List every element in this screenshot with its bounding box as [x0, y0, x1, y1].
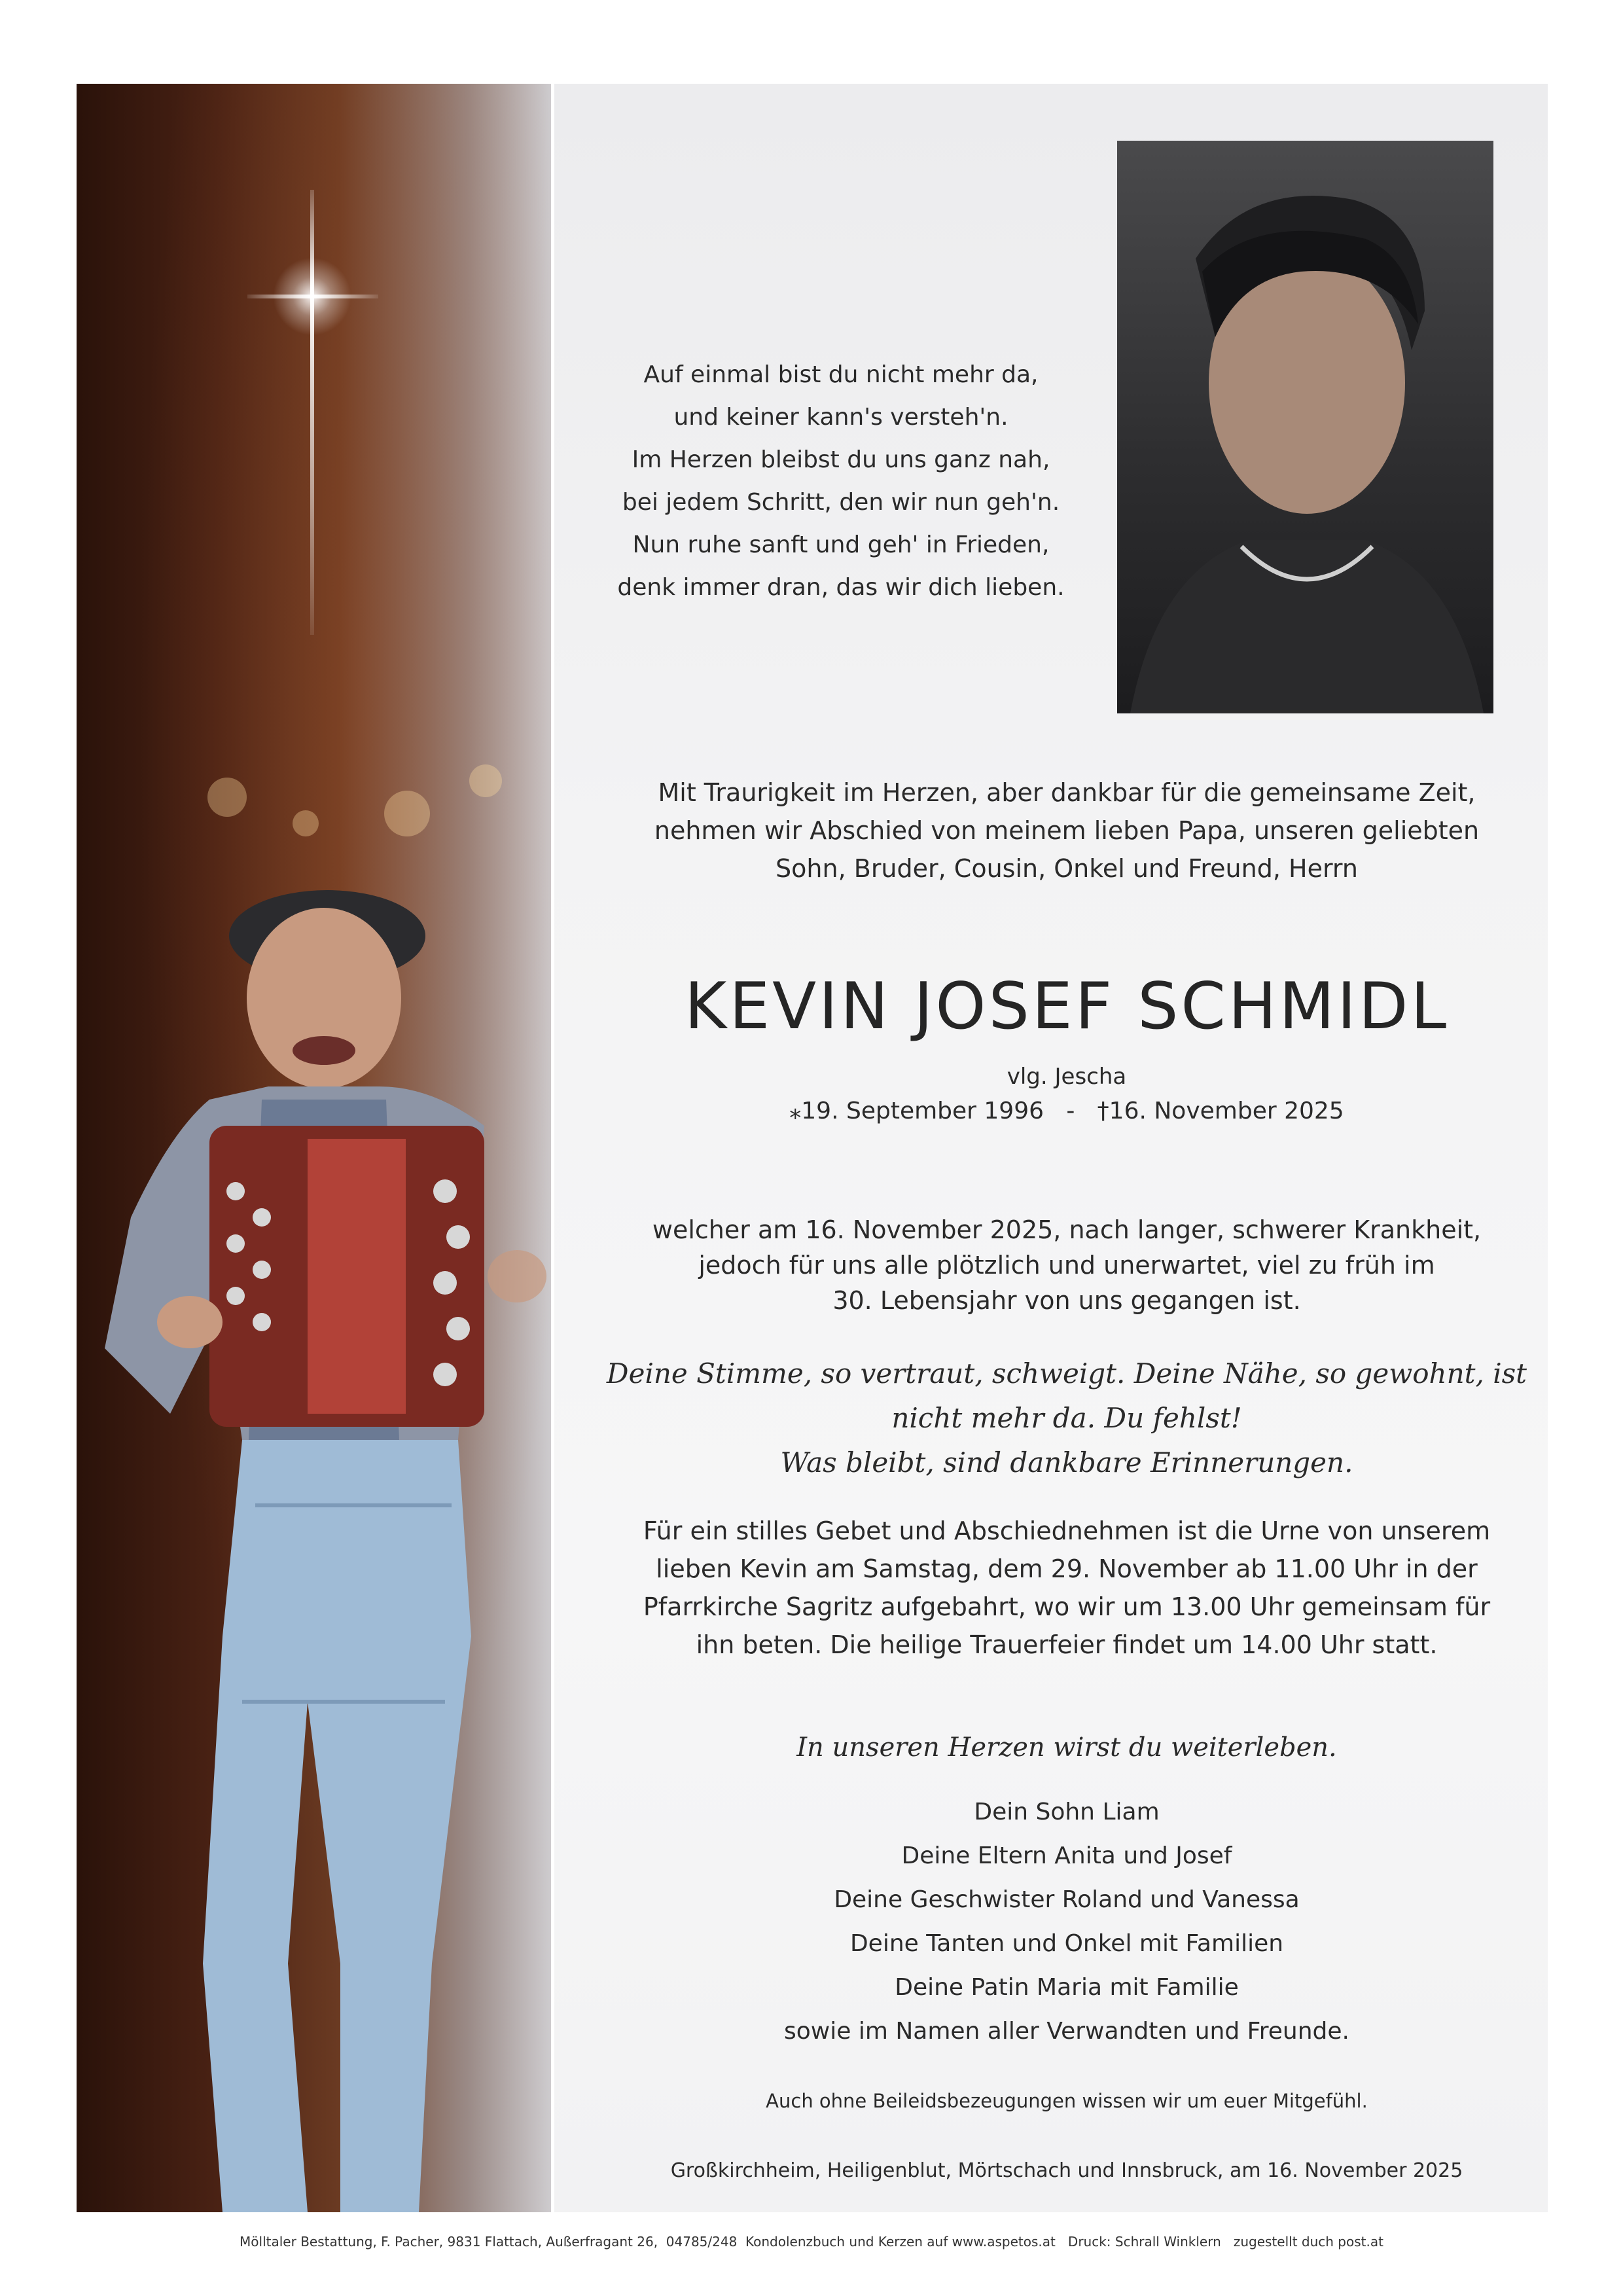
- death-text: [589, 1212, 1544, 1318]
- condolence-note: Auch ohne Beileidsbezeugungen wissen wir um euer Mitgefühl.: [766, 2090, 1368, 2112]
- portrait-figure: [1117, 141, 1493, 713]
- family-line: Dein Sohn Liam: [974, 1799, 1160, 1825]
- family-line: Deine Tanten und Onkel mit Familien: [849, 1930, 1284, 1957]
- motto: In unseren Herzen wirst du weiterleben.: [796, 1732, 1337, 1763]
- poem-line: bei jedem Schritt, den wir nun geh'n.: [622, 489, 1060, 516]
- family-line: sowie im Namen aller Verwandten und Freunde.: [784, 2018, 1349, 2045]
- poem-line: und keiner kann's versteh'n.: [673, 404, 1008, 431]
- cross-icon: [310, 190, 314, 635]
- ceremony-line: lieben Kevin am Samstag, dem 29. November ab 11.00 Uhr in der: [656, 1554, 1478, 1583]
- death-text-line: jedoch für uns alle plötzlich und unerwartet, viel zu früh im: [698, 1251, 1435, 1280]
- vertical-divider: [551, 84, 554, 2212]
- footer-imprint: Mölltaler Bestattung, F. Pacher, 9831 Flattach, Außerfragant 26, 04785/248 Kondolenzbuch und Kerzen auf www.aspetos.at Druck: Schrall Winklern zugestellt duch post.at: [240, 2234, 1383, 2250]
- poem-line: Im Herzen bleibst du uns ganz nah,: [632, 446, 1050, 473]
- ceremony-line: ihn beten. Die heilige Trauerfeier findet um 14.00 Uhr statt.: [696, 1630, 1438, 1659]
- intro-text: [589, 774, 1544, 888]
- intro-line: Mit Traurigkeit im Herzen, aber dankbar für die gemeinsame Zeit,: [658, 778, 1476, 807]
- poem-line: Nun ruhe sanft und geh' in Frieden,: [632, 531, 1050, 558]
- bokeh-light: [207, 778, 247, 817]
- person-silhouette: [92, 851, 654, 2212]
- deceased-nickname: vlg. Jescha: [1007, 1064, 1127, 1090]
- quote-line: nicht mehr da. Du fehlst!: [891, 1402, 1242, 1434]
- poem: [576, 353, 1106, 609]
- bokeh-light: [293, 810, 319, 836]
- poem-line: Auf einmal bist du nicht mehr da,: [643, 361, 1039, 388]
- ceremony-line: Pfarrkirche Sagritz aufgebahrt, wo wir um 13.00 Uhr gemeinsam für: [643, 1592, 1491, 1621]
- life-dates: ⁎19. September 1996 - †16. November 2025: [789, 1098, 1344, 1124]
- deceased-name: KEVIN JOSEF SCHMIDL: [684, 969, 1450, 1044]
- quote-line: Deine Stimme, so vertraut, schweigt. Deine Nähe, so gewohnt, ist: [606, 1357, 1527, 1390]
- death-text-line: welcher am 16. November 2025, nach langer, schwerer Krankheit,: [652, 1215, 1482, 1244]
- intro-line: Sohn, Bruder, Cousin, Onkel und Freund, Herrn: [776, 854, 1358, 883]
- cross-icon-bar: [247, 295, 378, 298]
- bokeh-light: [384, 791, 430, 836]
- bokeh-light: [469, 764, 502, 797]
- portrait-photo: [1117, 141, 1493, 713]
- death-text-line: 30. Lebensjahr von uns gegangen ist.: [832, 1286, 1301, 1315]
- quote: [589, 1352, 1544, 1485]
- ceremony-line: Für ein stilles Gebet und Abschiednehmen ist die Urne von unserem: [643, 1516, 1491, 1545]
- family-list: [589, 1790, 1544, 2053]
- family-line: Deine Eltern Anita und Josef: [901, 1842, 1232, 1869]
- place-date: Großkirchheim, Heiligenblut, Mörtschach und Innsbruck, am 16. November 2025: [670, 2159, 1463, 2182]
- ceremony-text: [589, 1512, 1544, 1664]
- poem-line: denk immer dran, das wir dich lieben.: [617, 574, 1065, 601]
- intro-line: nehmen wir Abschied von meinem lieben Papa, unseren geliebten: [654, 816, 1480, 845]
- family-line: Deine Patin Maria mit Familie: [895, 1974, 1239, 2001]
- family-line: Deine Geschwister Roland und Vanessa: [834, 1886, 1300, 1913]
- quote-line: Was bleibt, sind dankbare Erinnerungen.: [780, 1446, 1353, 1479]
